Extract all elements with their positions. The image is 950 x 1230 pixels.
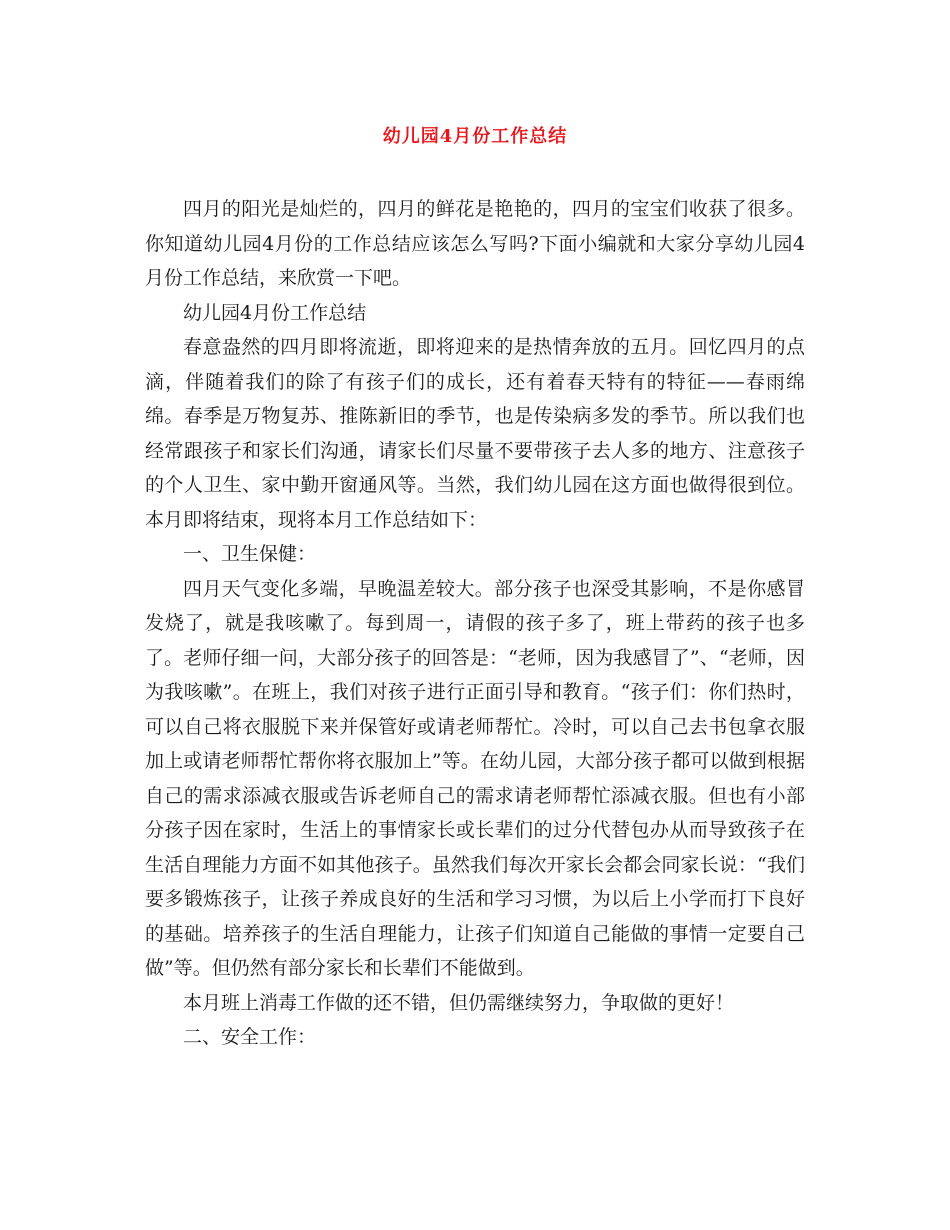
paragraph-overview: 春意盎然的四月即将流逝，即将迎来的是热情奔放的五月。回忆四月的点滴，伴随着我们的除了有孩子们的成长，还有着春天特有的特征——春雨绵绵。春季是万物复苏、推陈新旧的季节，也是传染病多发的季节。所以我们也经常跟孩子和家长们沟通，请家长们尽量不要带孩子去人多的地方、注意孩子的个人卫生、家中勤开窗通风等。当然，我们幼儿园在这方面也做得很到位。本月即将结束，现将本月工作总结如下： <box>145 336 805 531</box>
section-heading-safety: 二、安全工作： <box>183 1026 317 1048</box>
paragraph-intro: 四月的阳光是灿烂的，四月的鲜花是艳艳的，四月的宝宝们收获了很多。你知道幼儿园4月份的工作总结应该怎么写吗?下面小编就和大家分享幼儿园4月份工作总结，来欣赏一下吧。 <box>145 198 805 289</box>
document-body <box>145 192 805 1055</box>
section-heading-health: 一、卫生保健： <box>183 543 317 565</box>
document-title: 幼儿园4月份工作总结 <box>382 126 568 147</box>
paragraph-subtitle: 幼儿园4月份工作总结 <box>183 301 367 324</box>
paragraph-disinfection: 本月班上消毒工作做的还不错，但仍需继续努力，争取做的更好！ <box>183 991 735 1014</box>
paragraph-health: 四月天气变化多端，早晚温差较大。部分孩子也深受其影响，不是你感冒发烧了，就是我咳嗽了。每到周一，请假的孩子多了，班上带药的孩子也多了。老师仔细一问，大部分孩子的回答是：“老师，因为我感冒了”、“老师，因为我咳嗽”。在班上，我们对孩子进行正面引导和教育。“孩子们：你们热时，可以自己将衣服脱下来并保管好或请老师帮忙。冷时，可以自己去书包拿衣服加上或请老师帮忙帮你将衣服加上”等。在幼儿园，大部分孩子都可以做到根据自己的需求添减衣服或告诉老师自己的需求请老师帮忙添减衣服。但也有小部分孩子因在家时，生活上的事情家长或长辈们的过分代替包办从而导致孩子在生活自理能力方面不如其他孩子。虽然我们每次开家长会都会同家长说：“我们要多锻炼孩子，让孩子养成良好的生活和学习习惯，为以后上小学而打下良好的基础。培养孩子的生活自理能力，让孩子们知道自己能做的事情一定要自己做”等。但仍然有部分家长和长辈们不能做到。 <box>145 577 805 979</box>
